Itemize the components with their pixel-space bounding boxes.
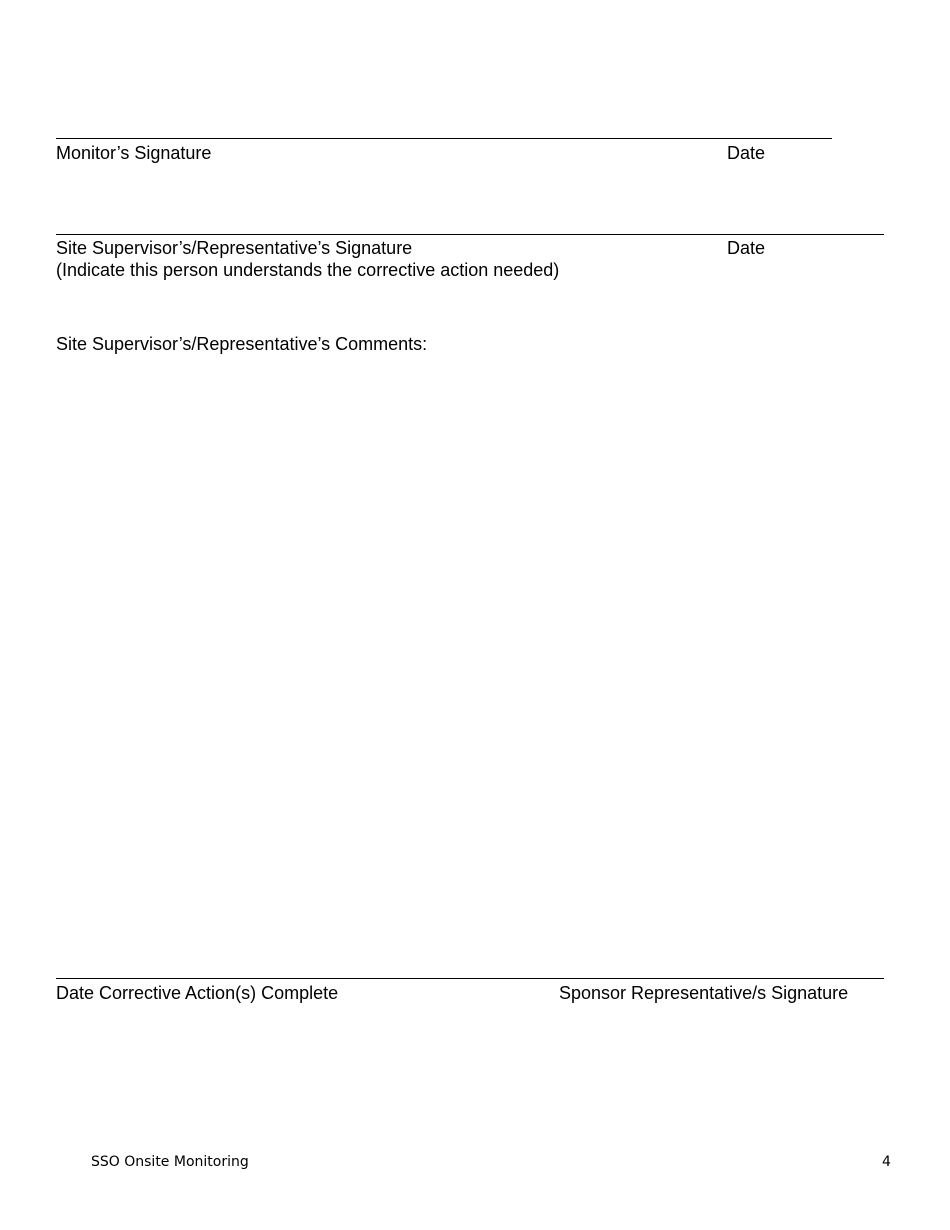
supervisor-date-label: Date: [727, 238, 766, 258]
completion-date-label: Date Corrective Action(s) Complete: [56, 983, 339, 1003]
supervisor-signature-label: Site Supervisor’s/Representative’s Signature: [56, 238, 413, 258]
supervisor-signature-line: [56, 234, 884, 235]
sponsor-signature-label: Sponsor Representative/s Signature: [559, 983, 849, 1003]
comments-area[interactable]: [56, 362, 884, 952]
comments-label: Site Supervisor’s/Representative’s Comments:: [56, 334, 428, 354]
monitor-date-label: Date: [727, 143, 766, 163]
monitor-signature-line: [56, 138, 832, 139]
footer-doc-title: SSO Onsite Monitoring: [91, 1154, 249, 1170]
monitor-signature-label: Monitor’s Signature: [56, 143, 212, 163]
completion-signature-line: [56, 978, 884, 979]
supervisor-note: (Indicate this person understands the corrective action needed): [56, 260, 560, 280]
footer-page-number: 4: [882, 1154, 891, 1170]
